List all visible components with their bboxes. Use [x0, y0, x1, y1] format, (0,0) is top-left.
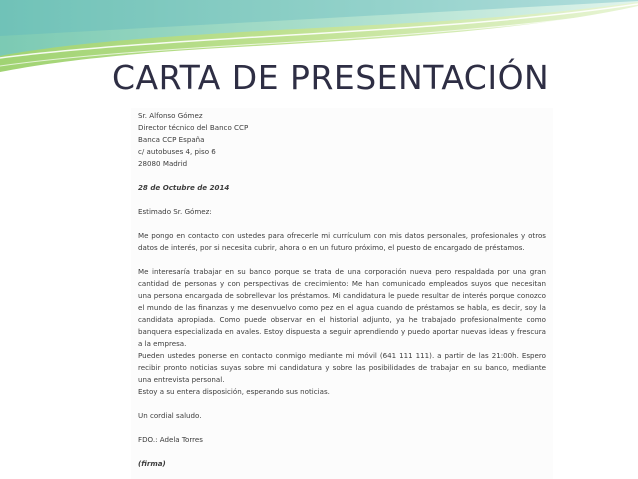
letter-date: 28 de Octubre de 2014 — [138, 183, 230, 192]
letter-paragraph-4: Estoy a su entera disposición, esperando sus noticias. — [138, 387, 330, 396]
letter-greeting: Estimado Sr. Gómez: — [138, 207, 212, 216]
letter-closing: Un cordial saludo. — [138, 411, 202, 420]
recipient-line: Banca CCP España — [138, 135, 205, 144]
recipient-block — [138, 110, 546, 170]
cover-letter — [131, 108, 553, 479]
letter-paragraph-2: Me interesaría trabajar en su banco porque se trata de una corporación nueva pero respaldada por una gran cantidad de personas y con perspectivas de crecimiento: Me han comunicado empleados suyos que necesitan una persona encargada de sobrellevar los préstamos. Mi candidatura le puede resultar de interés porque conozco el mundo de las finanzas y me desenvuelvo como pez en el agua cuando de préstamos se habla, es decir, soy la candidata apropiada. Como puede observar en el historial adjunto, ya he trabajado profesionalmente como banquera especializada en avales. Estoy dispuesta a seguir aprendiendo y puedo aportar nuevas ideas y frescura a la empresa. — [138, 267, 546, 348]
letter-paragraph-1: Me pongo en contacto con ustedes para ofrecerle mi currículum con mis datos personales, profesionales y otros datos de interés, por si necesita cubrir, ahora o en un futuro próximo, el puesto de encargado de préstamos. — [138, 231, 546, 252]
recipient-line: c/ autobuses 4, piso 6 — [138, 147, 216, 156]
recipient-line: Director técnico del Banco CCP — [138, 123, 249, 132]
letter-paragraph-3: Pueden ustedes ponerse en contacto conmigo mediante mi móvil (641 111 111). a partir de las 21:00h. Espero recibir pronto noticias suyas sobre mi candidatura y sobre las posibilidades de trabajar en su banco, mediante una entrevista personal. — [138, 351, 546, 384]
letter-signed-by: FDO.: Adela Torres — [138, 435, 203, 444]
recipient-line: Sr. Alfonso Gómez — [138, 111, 203, 120]
slide-title: CARTA DE PRESENTACIÓN — [112, 58, 550, 97]
letter-signature: (firma) — [138, 459, 166, 468]
recipient-line: 28080 Madrid — [138, 159, 188, 168]
